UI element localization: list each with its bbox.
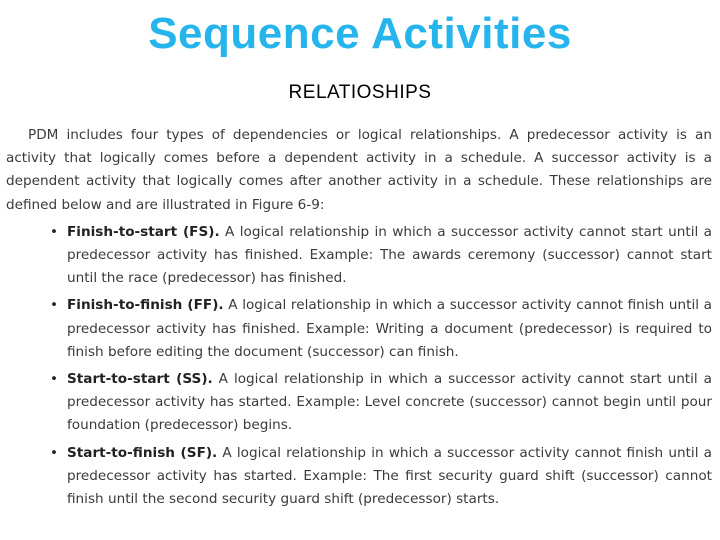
body-text-block xyxy=(6,124,712,511)
relationship-term: Finish-to-finish (FF). xyxy=(67,297,224,314)
list-item-start-to-start xyxy=(6,368,712,438)
intro-paragraph: PDM includes four types of dependencies or logical relationships. A predecessor activity is an activity that logically comes before a dependent activity in a schedule. A successor activity is a dependent activity that logically comes after another activity in a schedule. These relationships are defined below and are illustrated in Figure 6-9: xyxy=(6,127,712,213)
slide-subtitle: RELATIOSHIPS xyxy=(288,82,432,103)
relationship-definition: A logical relationship in which a successor activity cannot finish until a predecessor activity has started. Example: The first security guard shift (successor) cannot finish until the second security guard shift (predecessor) starts. xyxy=(67,444,712,508)
bullet-dot-icon: • xyxy=(49,444,59,461)
relationship-list xyxy=(6,221,712,511)
bullet-dot-icon: • xyxy=(49,223,59,240)
relationship-term: Start-to-finish (SF). xyxy=(67,444,218,461)
list-item-finish-to-finish xyxy=(6,294,712,364)
slide-title: Sequence Activities xyxy=(148,9,572,58)
relationship-term: Finish-to-start (FS). xyxy=(67,223,220,240)
relationship-term: Start-to-start (SS). xyxy=(67,371,213,388)
relationship-definition: A logical relationship in which a successor activity cannot start until a predecessor activity has started. Example: Level concrete (successor) cannot begin until pour foundation (predecessor) begins. xyxy=(67,371,712,434)
list-item-finish-to-start xyxy=(6,221,712,291)
bullet-dot-icon: • xyxy=(49,297,59,314)
list-item-start-to-finish xyxy=(6,442,712,512)
bullet-dot-icon: • xyxy=(49,371,59,388)
relationship-definition: A logical relationship in which a successor activity cannot finish until a predecessor activity has finished. Example: Writing a document (predecessor) is required to finish before editing the document (successor) can finish. xyxy=(67,297,712,360)
relationship-definition: A logical relationship in which a successor activity cannot start until a predecessor activity has finished. Example: The awards ceremony (successor) cannot start until the race (predecessor) has finished. xyxy=(67,223,712,287)
